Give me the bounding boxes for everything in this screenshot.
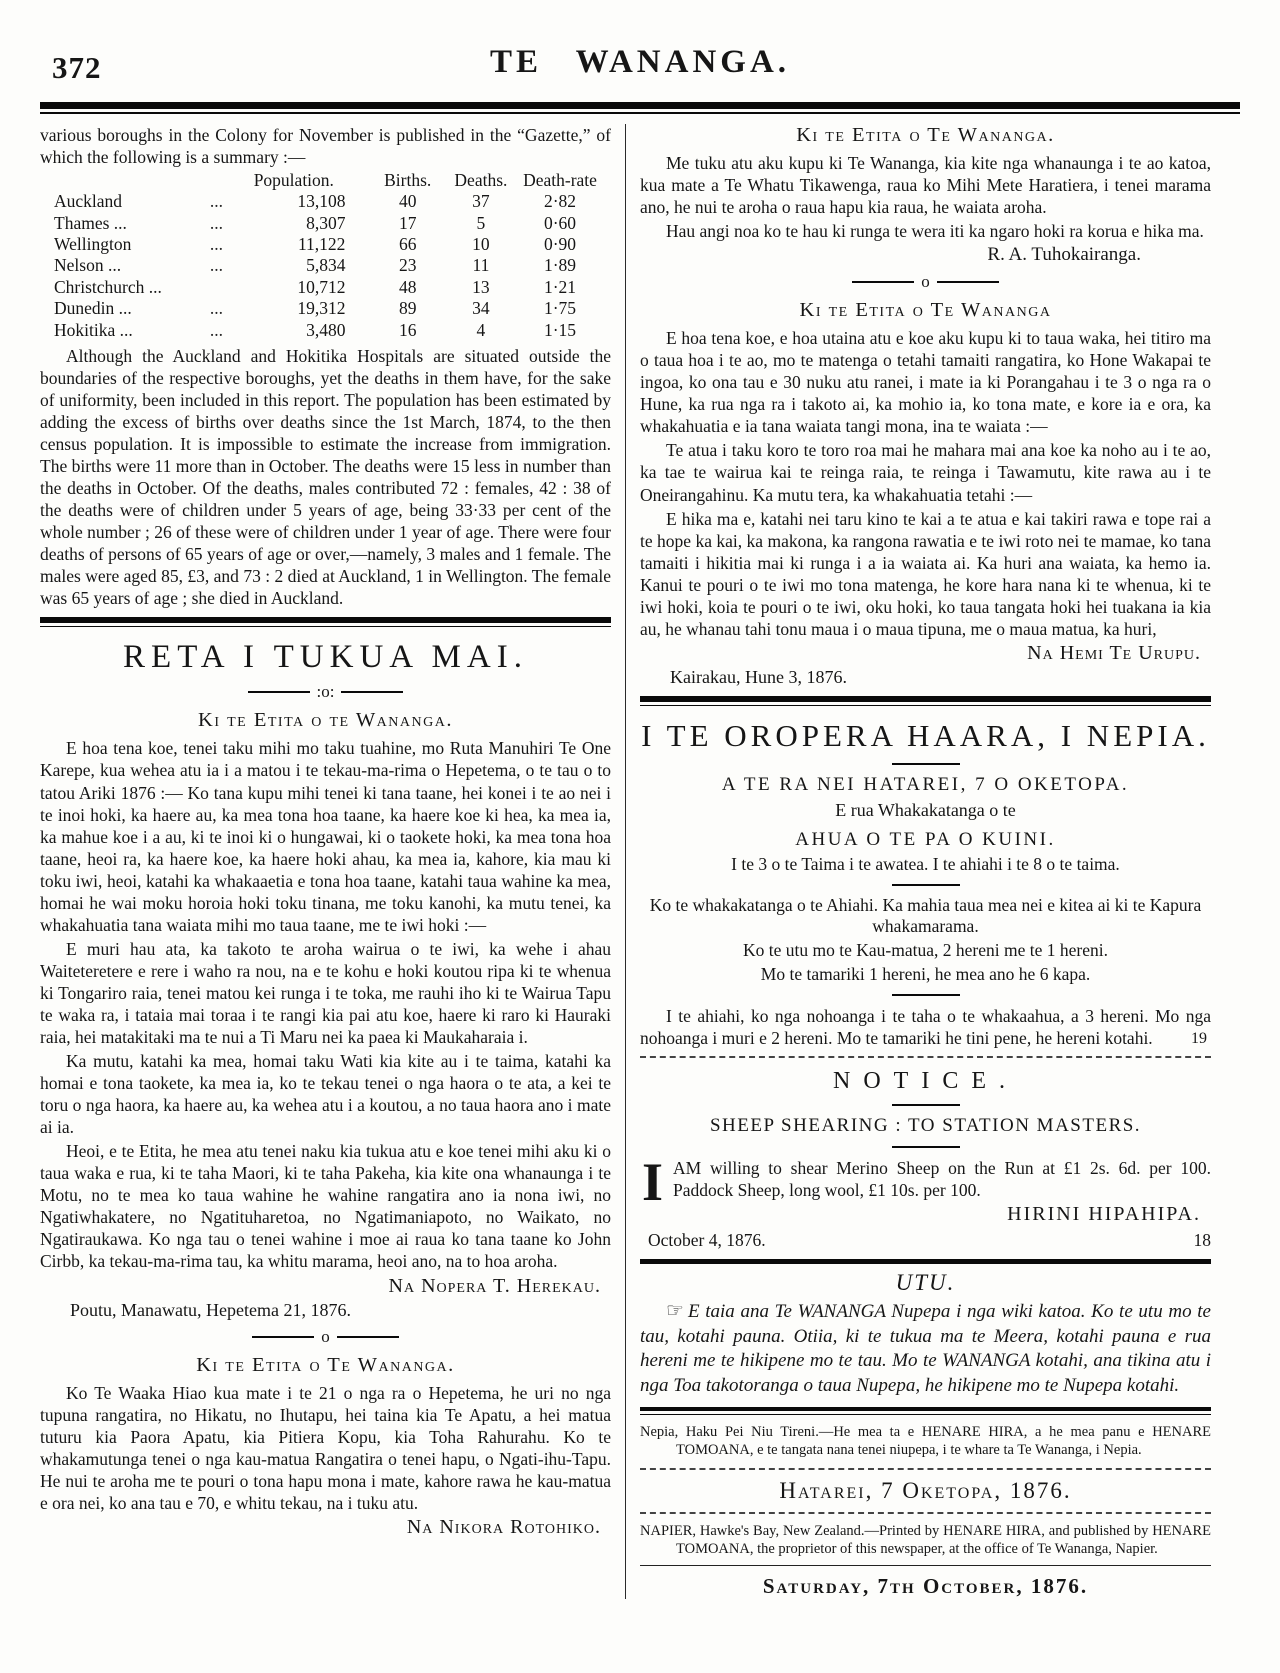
opera-subtitle-line: E rua Whakakatanga o te [835,799,1016,820]
section-rule [640,696,1211,706]
divider-label: :o: [316,682,335,702]
opera-price-children: Mo te tamariki 1 hereni, he mea ano he 6 kapa. [760,963,1091,984]
divider-label: o [321,1326,330,1346]
notice-date-row [648,1230,1211,1251]
letter-dateline: Poutu, Manawatu, Hepetema 21, 1876. [70,1299,351,1320]
table-row: Hokitika ... ... 3,480 16 4 1·15 [54,319,577,340]
drop-cap: I [642,1151,664,1212]
table-row: Nelson ... ... 5,834 23 11 1·89 [54,255,577,276]
leader-dots: ... [209,212,223,233]
letter-paragraph: E muri hau ata, ka takoto te aroha wairua o te iwi, ka wehe i ahau Waiteteretere e rere i waho ra nou, na e te kohu e hoki koutou ripa ki te whenua ki Tongariro raia, tenei matou kei runga i te toka, me rauhi iho ki te Wairua Tapu te waka ra, i tataia mai toraa i te rangi kia pai atu koe, haere ki raro ki Hauraki raia, hei matakitaki ma te nui a Ti Maru nei ka paea ki Maukaharaia i. [40,938,611,1048]
utu-body-text: E taia ana Te WANANGA Nupepa i nga wiki katoa. Ko te utu mo te tau, kotahi pauna. Otiia, ki te tukua ma te Meera, kotahi pauna e rua hereni me te hikipene mo te tau. Mo te WANANGA kotahi, ana tikina atu i nga Toa takotoranga o taua Nupepa, he hikipene mo te Nupepa kotahi. [640,1301,1211,1397]
column-header-births: Births. [384,170,432,191]
heavy-rule [640,1259,1211,1264]
letter-salutation: Ki te Etita o te Wananga. [198,709,453,732]
letter-paragraph: Heoi, e te Etita, he mea atu tenei naku kia tukua atu e koe tenei mihi aku ki o taua waka e rua, ki te taha Maori, ki te taha Pakeha, kia kite ona whanaunga i te Motu, no te mea ko taua wahine he wahine rangatira ano ia nona iwi, no Ngatiwhakatere, no Ngatituharetoa, no Ngatimaniapoto, no Waikato, no Ngatiraukawa. Ko nga tau o tenei wahine i moe ai raua ko tana taane ko John Cirbb, ka tekau-ma-rima tau, ka whitu marama, heoi ano, na to hoa aroha. [40,1141,611,1272]
header-rule [40,102,1240,114]
utu-heading: UTU. [895,1270,956,1296]
column-header-borough [54,170,210,191]
utu-paragraph [640,1298,1211,1399]
opera-seating-paragraph: I te ahiahi, ko nga nohoanga i te taha o te whakaahua, a 3 hereni. Mo nga nohoanga i muri e 2 hereni. Mo te tamariki he tini pene, he hereni kotahi. [640,1005,1211,1048]
column-header-death-rate: Death-rate [523,170,597,191]
short-rule [892,1146,960,1148]
section-heading-reta-i-tukua-mai: RETA I TUKUA MAI. [123,639,528,676]
short-rule [892,994,960,996]
vital-statistics-table [54,170,602,341]
short-rule [892,763,960,765]
issue-date-english: Saturday, 7th October, 1876. [762,1573,1089,1598]
letter-paragraph: E hoa tena koe, tenei taku mihi mo taku tuahine, mo Ruta Manuhiri Te One Karepe, kua wehea atu ia i a matou i te tekau-ma-rima o Hepetema, o te tau o to tatou Ariki 1876 :— Ko tana kupu mihi tenei ki tana taane, hei konei i te ao nei i te inoi hoki, ka haere au, ka mea tona hoa taane, ka haere koe ki hea, ka mea ia, ka mahue koe i a au, ki te inoi ki o hungawai, ki o taokete hoki, ka mea tona hoa taane, heoi ra, ka haere koe, ka haere hoki ahau, ka mea ia, kahore, kia mau ki toku iwi, heoi, katahi ka whakaaetia e tona hoa taane, katahi taua wahine ka mea, homai he wai moku horoia hoki toku tinana, me toku kanohi, ka mutu tenei, ka whakahuatia tana waiata mihi mo taua taane, me te iwi hoki :— [40,738,611,935]
letter-paragraph: Hau angi noa ko te hau ki runga te wera iti ka ngaro hoki ra korua e hika ma. [666,221,1204,242]
left-column [40,124,611,1599]
short-rule [892,884,960,886]
notice-body-text: AM willing to shear Merino Sheep on the Run at £1 2s. 6d. per 100. Paddock Sheep, long wool, £1 10s. per 100. [673,1157,1211,1200]
notice-signature: HIRINI HIPAHIPA. [1007,1203,1201,1226]
table-row: Auckland ... 13,108 40 37 2·82 [54,191,577,212]
notice-dateline: October 4, 1876. [648,1230,766,1251]
page-header [0,44,1280,100]
dashed-rule [640,1056,1211,1058]
letter-paragraph: Ko Te Waaka Hiao kua mate i te 21 o nga ra o Hepetema, he uri no nga tupuna rangatira, no Hikatu, no Ihutapu, hei taina kia Te Apatu, a hei matua tuturu kia Paora Apatu, kia Pitiera Kopu, kia Toha Rahurahu. Ko te whakamutunga tenei o nga kau-matua Rangatira o tenei hapu, o Ngati-ihu-Tapu. He nui te aroha me te pouri o tona hapu mona i mate, kahore rawa he kau-matua e ora nei, ko ana tau e 70, e whitu tekau, na i tuku atu. [40,1382,611,1513]
masthead-title: TE WANANGA. [489,44,791,80]
letter-paragraph: Ka mutu, katahi ka mea, homai taku Wati kia kite au i te taima, katahi ka homai e tona taokete, ka mea ia, ko te tekau tenei o nga haora o te ata, a kei te toru o nga haora, ka haere au, ka wehea atu i a koutou, a no taua haora ano i mate ai ia. [40,1051,611,1138]
letter-salutation: Ki te Etita o Te Wananga. [796,124,1055,146]
opera-detail: Ko te whakakatanga o te Ahiahi. Ka mahia taua mea nei e kitea ai ki te Kapura whakamarama. [649,894,1202,936]
letter-paragraph: Me tuku atu aku kupu ki Te Wananga, kia kite nga whanaunga i te ao katoa, kua mate a Te Whatu Tikawenga, raua ko Mihi Mete Haratiera, i tenei marama ano, he nui te aroha o raua hapu kia raua, he waiata aroha. [640,153,1211,218]
leader-dots: ... [209,255,223,276]
intro-paragraph: various boroughs in the Colony for November is published in the “Gazette,” of which the following is a summary :— [40,125,611,168]
letter-signature: R. A. Tuhokairanga. [987,244,1141,266]
advertisement-number: 18 [1193,1230,1211,1251]
opera-date-line: A TE RA NEI HATAREI, 7 O OKETOPA. [721,773,1130,795]
divider-label: o [921,272,930,292]
letter-signature: Na Nikora Rotohiko. [406,1515,601,1538]
table-row: Thames ... ... 8,307 17 5 0·60 [54,212,577,233]
letter-paragraph: E hoa tena koe, e hoa utaina atu e koe aku kupu ki to taua waka, hei titiro ma o taua hoa i te ao, mo te matenga o tetahi tamaiti rangatira, ko Hone Wakapai te ingoa, ko ona tau e 30 nuku atu ranei, i mate ia ki Porangahau i te 3 o nga ra o Hune, ka rua nga ra i takoto ai, ka mohio ia, ko tona mate, e kore ia e ora, ka whakahuatia e ia tana waiata tangi mona, ina te waiata :— [640,328,1211,437]
issue-date-maori: Hatarei, 7 Oketopa, 1876. [779,1477,1072,1503]
ornament-divider [40,1327,611,1347]
letter-signature: Na Hemi Te Urupu. [1027,641,1201,664]
imprint-maori: Nepia, Haku Pei Niu Tireni.—He mea ta e HENARE HIRA, a he mea panu e HENARE TOMOANA, e te tangata nana tenei niupepa, i te whare ta Te Wananga, i Nepia. [640,1423,1211,1459]
table-row: Christchurch ... 10,712 48 13 1·21 [54,276,577,297]
notice-heading: NOTICE. [833,1067,1018,1094]
thin-rule [640,1565,1211,1566]
opera-heading: I TE OROPERA HAARA, I NEPIA. [641,717,1210,753]
column-header-population: Population. [253,170,334,191]
ornament-divider [640,272,1211,292]
imprint-english: NAPIER, Hawke's Bay, New Zealand.—Printed by HENARE HIRA, and published by HENARE TOMOANA, the proprietor of this newspaper, at the office of Te Wananga, Napier. [640,1522,1211,1558]
leader-dots: ... [209,319,223,340]
dashed-rule [640,1512,1211,1514]
dashed-rule [640,1468,1211,1470]
column-divider-rule [625,124,626,1599]
opera-title-line: AHUA O TE PA O KUINI. [795,828,1056,850]
advertisement-number: 19 [1191,1029,1207,1047]
hospitals-paragraph: Although the Auckland and Hokitika Hospitals are situated outside the boundaries of the respective boroughs, yet the deaths in them have, for the sake of uniformity, been included in this report. The population has been estimated by adding the excess of births over deaths since the 1st March, 1874, to the then census population. It is impossible to estimate the increase from immigration. The births were 11 more than in October. The deaths were 15 less in number than the deaths in October. Of the deaths, males contributed 72 : females, 42 : 38 of the deaths were of children under 5 years of age, being 33·33 per cent of the whole number ; 26 of these were of children under 1 year of age. There were four deaths of persons of 65 years of age or over,—namely, 3 males and 1 female. The males were aged 85, £3, and 73 : 2 died at Auckland, 1 in Wellington. The female was 65 years of age ; she died in Auckland. [40,345,611,609]
letter-paragraph: E hika ma e, katahi nei taru kino te kai a te atua e kai takiri rawa e tope rai a te hope ka kai, ka makona, ka rangona rawatia e te iwi roto nei te mamae, ko tana tamaiti i hikitia mai ki runga i a ia waiata ai. Ka huri ana waiata, ka hemo ia. Kanui te pouri o te iwi mo tona matenga, he kore hara nana ki te whenua, ki te iwi hoki, koia te pouri o te iwi, oku hoki, ko taua tangata hoki hei tuakana ia kia au, he whanau tahi tonu maua i o maua tipuna, me o maua matua, ka huri, [640,508,1211,639]
page-columns [0,114,1280,1599]
right-column [640,124,1211,1599]
notice-body [640,1151,1211,1212]
pointing-hand-icon: ☞ [666,1300,684,1323]
ornament-divider [40,682,611,702]
letter-salutation: Ki te Etita o Te Wananga. [196,1353,455,1376]
opera-times-line: I te 3 o te Taima i te awatea. I te ahiahi i te 8 o te taima. [731,853,1120,874]
opera-price-adults: Ko te utu mo te Kau-matua, 2 hereni me te 1 hereni. [743,939,1108,960]
notice-subheading: SHEEP SHEARING : TO STATION MASTERS. [709,1114,1142,1136]
leader-dots: ... [209,191,223,212]
letter-signature: Na Nopera T. Herekau. [388,1274,601,1297]
imprint-rule [640,1407,1211,1415]
letter-salutation: Ki te Etita o Te Wananga [799,299,1052,322]
leader-dots: ... [209,234,223,255]
leader-dots [210,277,242,298]
table-header-row [54,170,602,191]
letter-paragraph: Te atua i taku koro te toro roa mai he mahara mai ana koe ka noho au i te ao, ka tae te wairua kai te reinga raia, te reinga i Tawamutu, kite rawa au i te Oneirangahinu. Ka mutu tera, ka whakahuatia tetahi :— [640,440,1211,505]
column-header-deaths: Deaths. [454,170,508,191]
letter-dateline: Kairakau, Hune 3, 1876. [670,666,847,687]
table-row: Dunedin ... ... 19,312 89 34 1·75 [54,298,577,319]
short-rule [892,1104,960,1106]
page-number: 372 [52,50,102,85]
table-row: Wellington ... 11,122 66 10 0·90 [54,234,577,255]
section-rule [40,617,611,627]
leader-dots: ... [209,298,223,319]
